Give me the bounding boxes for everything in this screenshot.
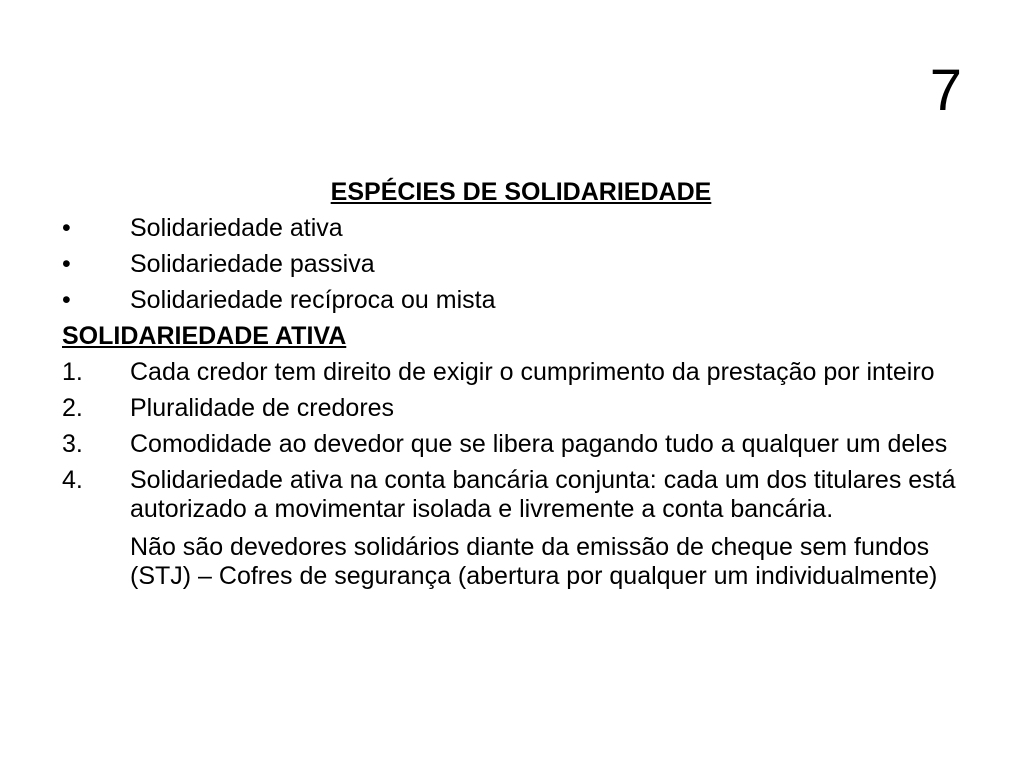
number-marker: 2. xyxy=(62,394,83,422)
bullet-marker: • xyxy=(62,214,71,242)
bullet-text: Solidariedade recíproca ou mista xyxy=(130,286,496,314)
note-paragraph: Não são devedores solidários diante da emissão de cheque sem fundos (STJ) – Cofres de segurança (abertura por qualquer um individualmente) xyxy=(130,533,938,590)
bullet-marker: • xyxy=(62,250,71,278)
bullet-marker: • xyxy=(62,286,71,314)
numbered-text: Pluralidade de credores xyxy=(130,394,395,422)
number-marker: 4. xyxy=(62,466,83,494)
bullet-item xyxy=(62,250,972,279)
number-marker: 3. xyxy=(62,430,83,458)
numbered-text: Cada credor tem direito de exigir o cumprimento da prestação por inteiro xyxy=(130,358,935,386)
slide-content xyxy=(62,178,972,591)
slide-number: 7 xyxy=(929,58,962,123)
numbered-item xyxy=(62,394,972,423)
species-heading: ESPÉCIES DE SOLIDARIEDADE xyxy=(330,178,712,206)
active-heading: SOLIDARIEDADE ATIVA xyxy=(62,322,347,350)
bullet-item xyxy=(62,214,972,243)
numbered-item xyxy=(62,466,972,524)
numbered-item xyxy=(62,430,972,459)
bullet-text: Solidariedade passiva xyxy=(130,250,375,278)
numbered-item xyxy=(62,358,972,387)
number-marker: 1. xyxy=(62,358,83,386)
numbered-text: Comodidade ao devedor que se libera pagando tudo a qualquer um deles xyxy=(130,430,948,458)
numbered-text: Solidariedade ativa na conta bancária conjunta: cada um dos titulares está autorizado a movimentar isolada e livremente a conta bancária. xyxy=(130,466,956,523)
bullet-text: Solidariedade ativa xyxy=(130,214,343,242)
bullet-item xyxy=(62,286,972,315)
